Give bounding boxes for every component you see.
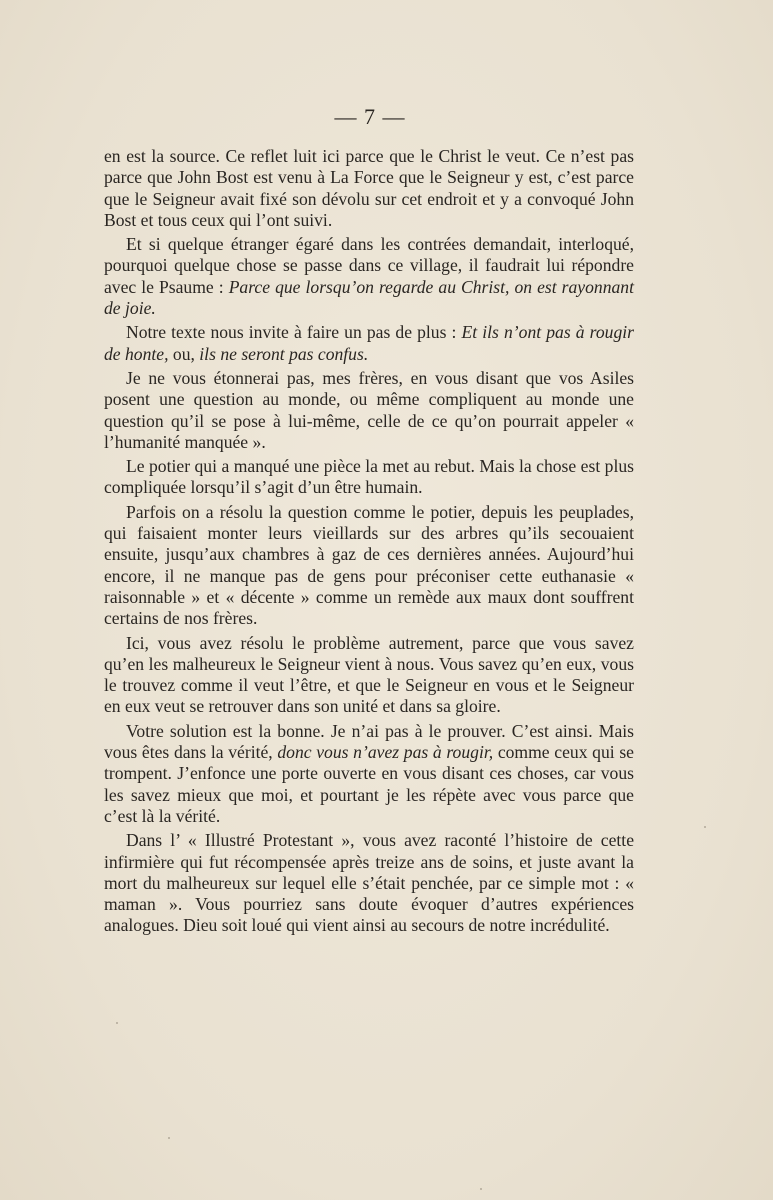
italic-quote: Et ils n’ont pas à rougir de honte,	[104, 322, 634, 364]
text-run: Votre solution est la bonne. Je n’ai pas à le prouver. C’est ainsi. Mais vous êtes dans la vérité,	[104, 720, 634, 763]
paper-speck	[704, 826, 706, 828]
paragraph-2	[104, 234, 634, 319]
italic-quote: Parce que lorsqu’on regarde au Christ, on est rayonnant de joie.	[104, 276, 634, 319]
text-run: Notre texte nous invite à faire un pas de plus :	[126, 322, 462, 343]
paper-speck	[116, 1022, 118, 1024]
text-run: ou,	[168, 343, 200, 364]
paragraph-6	[104, 502, 634, 630]
text-run: Je ne vous étonnerai pas, mes frères, en vous disant que vos Asiles posent une question au monde, ou même compliquent au monde une question qu’il se pose à lui-même, celle de ce qu’on pourrait appeler « l’humanité manquée ».	[104, 367, 634, 452]
paragraph-5	[104, 456, 634, 499]
page-number: — 7 —	[334, 104, 406, 129]
paragraph-7	[104, 633, 634, 718]
text-run: Ici, vous avez résolu le problème autrement, parce que vous savez qu’en les malheureux le Seigneur vient à nous. Vous savez qu’en eux, vous le trouvez comme il veut l’être, et que le Seigneur en vous et le Seigneur en eux veut se retrouver dans son unité et dans sa gloire.	[104, 632, 634, 717]
paragraph-3	[104, 322, 634, 365]
italic-quote: ils ne seront pas confus.	[199, 343, 369, 364]
text-run: Le potier qui a manqué une pièce la met au rebut. Mais la chose est plus compliquée lorsqu’il s’agit d’un être humain.	[104, 456, 634, 498]
paper-speck	[480, 1188, 482, 1190]
body-text	[104, 146, 634, 940]
text-run: comme ceux qui se trompent. J’enfonce une porte ouverte en vous disant ces choses, car vous les savez mieux que moi, et pourtant je les répète avec vous parce que c’est là la vérité.	[104, 742, 634, 826]
text-run: Dans l’ « Illustré Protestant », vous avez raconté l’histoire de cette infirmière qui fut récompensée après treize ans de soins, et juste avant la mort du malheureux sur lequel elle s’était penchée, par ce simple mot : « maman ». Vous pourriez sans doute évoquer d’autres expériences analogues. Dieu soit loué qui vient ainsi au secours de notre incrédulité.	[104, 830, 634, 936]
paper-speck	[168, 1137, 170, 1139]
text-run: Parfois on a résolu la question comme le potier, depuis les peuplades, qui faisaient monter leurs vieillards sur des arbres qu’ils secouaient ensuite, jusqu’aux chambres à gaz de ces dernières années. Aujourd’hui encore, il ne manque pas de gens pour préconiser cette euthanasie « raisonnable » et « décente » comme un remède aux maux dont souffrent certains de nos frères.	[104, 501, 634, 629]
paragraph-9	[104, 830, 634, 936]
text-run: Et si quelque étranger égaré dans les contrées demandait, interloqué, pourquoi quelque chose se passe dans ce village, il faudrait lui répondre avec le Psaume :	[104, 234, 634, 297]
paragraph-1	[104, 146, 634, 231]
text-run: en est la source. Ce reflet luit ici parce que le Christ le veut. Ce n’est pas parce que John Bost est venu à La Force que le Seigneur y est, c’est parce que le Seigneur avait fixé son dévolu sur cet endroit et y a convoqué John Bost et tous ceux qui l’ont suivi.	[104, 146, 634, 230]
paragraph-8	[104, 721, 634, 827]
italic-quote: donc vous n’avez pas à rougir,	[277, 742, 494, 763]
paragraph-4	[104, 368, 634, 453]
